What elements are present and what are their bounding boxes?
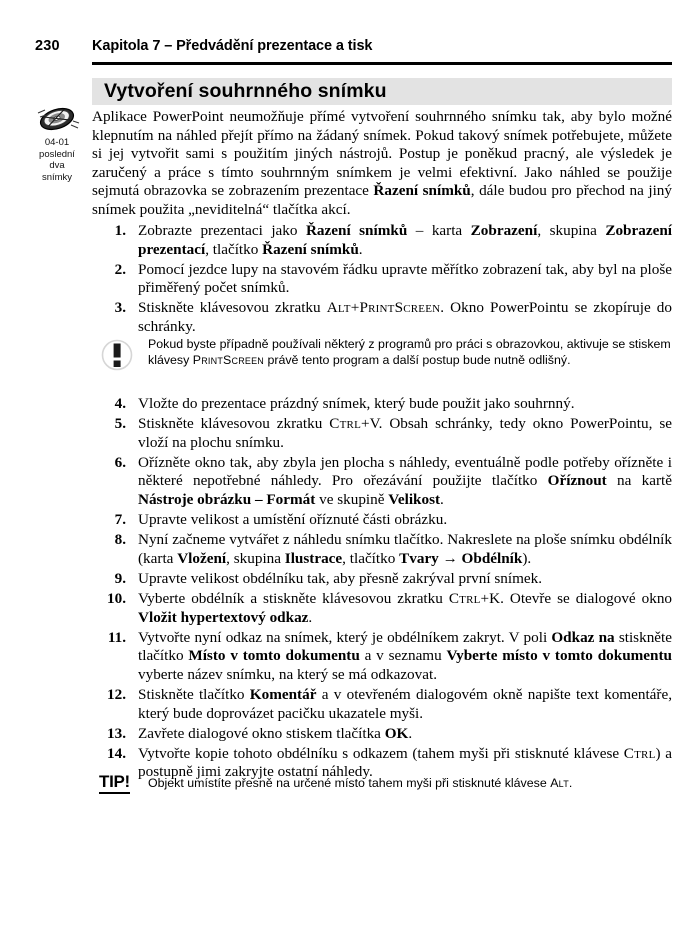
text-run: – karta — [407, 222, 471, 239]
procedure-step — [92, 531, 672, 568]
bold-term: Zobrazení — [470, 222, 538, 239]
procedure-step — [92, 629, 672, 685]
step-text — [138, 511, 447, 528]
margin-caption-line: dva — [49, 160, 65, 172]
step-text — [138, 629, 672, 683]
procedure-list-part-1 — [92, 222, 672, 338]
step-text — [138, 261, 672, 297]
text-run: Upravte velikost obdélníku tak, aby přesně zakrýval první snímek. — [138, 569, 543, 587]
step-text — [138, 725, 412, 742]
text-run: vyberte název snímku, na který se má odkazovat. — [138, 665, 438, 683]
bold-term: Ilustrace — [284, 549, 343, 567]
tip-label: TIP! — [99, 773, 130, 794]
text-run: Objekt umístíte přesně na určené místo tahem myši při stisknuté klávese — [148, 776, 551, 790]
key-combo: Alt — [550, 776, 569, 790]
bold-term: Řazení snímků — [305, 222, 408, 239]
header-rule — [92, 62, 672, 65]
bold-term: Vložit hypertextový odkaz — [138, 608, 309, 626]
step-number: 1. — [114, 222, 126, 239]
procedure-step — [92, 222, 672, 259]
text-run: . — [568, 776, 573, 790]
text-run: Stiskněte tlačítko — [138, 685, 250, 703]
procedure-step — [92, 590, 672, 627]
margin-caption-line: poslední — [39, 148, 75, 160]
step-number: 9. — [114, 569, 126, 587]
text-run: ) a postupně jimi zakryjte ostatní náhledy. — [138, 744, 672, 781]
margin-note-caption — [24, 137, 90, 183]
bold-term: Nástroje obrázku – Formát — [138, 490, 316, 508]
text-run: Stiskněte klávesovou zkratku — [138, 415, 330, 433]
procedure-step — [92, 395, 672, 414]
step-text — [138, 222, 672, 258]
step-text — [138, 395, 575, 412]
step-number: 4. — [114, 395, 126, 412]
text-run: Vytvořte nyní odkaz na snímek, který je obdélníkem zakryt. V poli — [138, 628, 552, 646]
step-text — [138, 454, 672, 508]
step-text — [138, 415, 672, 451]
text-run: Upravte velikost a umístění oříznuté části obrázku. — [138, 511, 448, 529]
text-run: . — [408, 724, 413, 742]
text-run: Pokud byste případně používali některý z programů pro práci s obrazovkou, aktivuje se stiskem klávesy — [148, 337, 671, 368]
text-run: a v seznamu — [359, 647, 447, 665]
procedure-list-part-2 — [92, 395, 672, 783]
step-number: 11. — [107, 628, 126, 646]
text-run: Vyberte obdélník a stiskněte klávesovou zkratku — [138, 589, 449, 607]
procedure-step — [92, 299, 672, 336]
intro-text-lead: Aplikace PowerPoint neumožňuje přímé vytvoření souhrnného snímku tak, aby bylo možné klepnutím na náhled přejít přímo na žádaný snímek. Pokud takový snímek potřebujete, můžete si jej vytvořit sami s použitím jiných nástrojů. Postup je poněkud pracný, ale výsledek je zaručený a práce s tímto souhrnným snímkem je velmi efektivní. Jako náhled se použije sejmutá obrazovka se zobrazením prezentace — [92, 108, 672, 200]
step-text — [138, 570, 542, 587]
tip-note-text — [148, 772, 672, 791]
procedure-step — [92, 261, 672, 298]
key-combo: Ctrl — [623, 744, 656, 762]
text-run: . Okno PowerPointu se zkopíruje do schránky. — [138, 299, 672, 335]
text-run: právě tento program a další postup bude nutně odlišný. — [264, 353, 571, 368]
text-run: Zavřete dialogové okno stiskem tlačítka — [138, 724, 385, 742]
bold-term: Oříznout — [547, 472, 607, 490]
section-title: Vytvoření souhrnného snímku — [104, 80, 387, 102]
page-number: 230 — [35, 38, 60, 54]
text-run: Vytvořte kopie tohoto obdélníku s odkazem (tahem myši při stisknuté klávese — [138, 744, 624, 762]
text-run: Pomocí jezdce lupy na stavovém řádku upravte měřítko zobrazení tak, aby byl na ploše přiměřený počet snímků. — [138, 260, 672, 297]
intro-paragraph — [92, 108, 672, 220]
bold-term: Vložení — [177, 549, 227, 567]
text-run: Nyní začneme vytvářet z náhledu snímku tlačítko. Nakreslete na ploše snímku obdélník (karta — [138, 531, 672, 567]
text-run: . — [358, 240, 363, 258]
step-number: 6. — [114, 453, 126, 471]
procedure-step — [92, 725, 672, 744]
text-run: +V. Obsah schránky, tedy okno PowerPointu, se vloží na plochu snímku. — [138, 415, 672, 451]
step-number: 5. — [114, 415, 126, 433]
text-run: Vložte do prezentace prázdný snímek, který bude použit jako souhrnný. — [138, 395, 575, 412]
intro-bold-term: Řazení snímků — [373, 182, 471, 200]
step-number: 3. — [114, 299, 126, 317]
bold-term: Odkaz na — [551, 628, 615, 646]
step-number: 8. — [114, 531, 126, 549]
procedure-step — [92, 686, 672, 723]
procedure-step — [92, 415, 672, 452]
text-run: . — [308, 608, 313, 626]
step-number: 10. — [107, 589, 126, 607]
bold-term: Vyberte místo v tomto dokumentu — [446, 647, 672, 665]
procedure-step — [92, 570, 672, 589]
bold-term: Velikost — [388, 490, 441, 508]
exclamation-icon — [100, 338, 134, 372]
procedure-step — [92, 511, 672, 530]
intro-text-tail: , dále budou pro přechod na jiný snímek použita „neviditelná“ tlačítka akcí. — [92, 182, 672, 218]
step-text — [138, 299, 672, 335]
step-text — [138, 531, 672, 567]
cd-disc-icon — [31, 104, 83, 134]
step-number: 12. — [107, 685, 126, 703]
caution-note-text — [148, 336, 672, 369]
caution-note — [92, 336, 672, 378]
text-run: a v otevřeném dialogovém okně napište text komentáře, který bude doprovázet pacičku ukazatele myši. — [138, 685, 673, 722]
step-number: 14. — [107, 744, 126, 762]
bold-term: Tvary → Obdélník — [399, 549, 523, 567]
running-head — [0, 38, 700, 64]
text-run: Ořízněte okno tak, aby zbyla jen plocha s náhledy, eventuálně podle potřeby ořízněte i některé nepotřebné náhledy. Pro ořezávání použijte tlačítko — [138, 453, 672, 490]
text-run: stiskněte tlačítko — [138, 628, 672, 665]
text-run: , skupina — [226, 549, 285, 567]
text-run: , skupina — [537, 222, 606, 239]
key-combo: Ctrl — [329, 415, 361, 433]
tip-note — [92, 772, 672, 791]
key-combo: Alt+PrintScreen — [326, 299, 441, 317]
bold-term: Místo v tomto dokumentu — [188, 647, 360, 665]
margin-caption-line: snímky — [41, 171, 73, 183]
step-text — [138, 686, 672, 722]
step-number: 2. — [114, 260, 126, 278]
bold-term: Komentář — [249, 685, 317, 703]
chapter-title: Kapitola 7 – Předvádění prezentace a tisk — [92, 38, 373, 54]
margin-caption-line: 04-01 — [44, 137, 70, 148]
bold-term: Zobrazení prezentací — [138, 222, 672, 258]
margin-note — [24, 104, 90, 183]
text-run: , tlačítko — [342, 549, 400, 567]
text-run: ). — [522, 549, 532, 567]
text-run: ve skupině — [315, 490, 389, 508]
step-number: 7. — [114, 511, 126, 529]
step-text — [138, 590, 672, 626]
key-combo: PrintScreen — [192, 353, 264, 368]
bold-term: Řazení snímků — [262, 240, 359, 258]
bold-term: OK — [384, 724, 409, 742]
text-run: , tlačítko — [205, 240, 263, 258]
step-number: 13. — [107, 724, 126, 742]
text-run: . — [440, 490, 444, 508]
text-run: na kartě — [606, 472, 673, 490]
procedure-step — [92, 454, 672, 510]
text-run: +K. Otevře se dialogové okno — [480, 589, 673, 607]
key-combo: Ctrl — [448, 589, 481, 607]
text-run: Stiskněte klávesovou zkratku — [138, 299, 327, 317]
text-run: Zobrazte prezentaci jako — [138, 222, 306, 239]
